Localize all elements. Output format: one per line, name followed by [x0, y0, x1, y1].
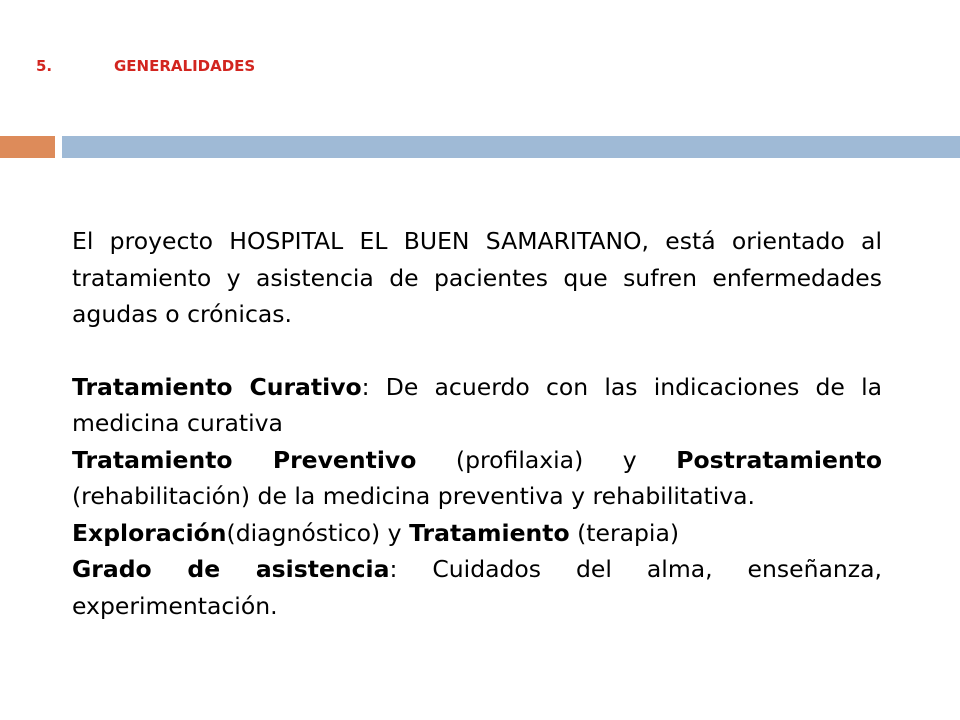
exploracion-paragraph	[72, 515, 882, 552]
curativo-text: : De acuerdo con las indicaciones de la medicina curativa	[72, 372, 883, 437]
preventivo-term: Tratamiento Preventivo	[72, 445, 417, 474]
preventivo-text: (profilaxia) y	[416, 445, 677, 474]
curativo-term: Tratamiento Curativo	[72, 372, 362, 401]
grado-text: : Cuidados del alma, enseñanza, experimentación.	[72, 555, 882, 620]
curativo-paragraph	[72, 369, 882, 442]
tratamiento-text: (terapia)	[569, 518, 680, 547]
tratamiento-term: Tratamiento	[409, 518, 570, 547]
accent-bar-orange	[0, 136, 55, 158]
preventivo-paragraph	[72, 442, 882, 515]
exploracion-text: (diagnóstico) y	[226, 518, 410, 547]
postratamiento-text: (rehabilitación) de la medicina preventiva y rehabilitativa.	[72, 482, 756, 510]
grado-term: Grado de asistencia	[72, 555, 390, 583]
section-title: GENERALIDADES	[114, 57, 256, 75]
grado-paragraph	[72, 551, 882, 624]
intro-paragraph: El proyecto HOSPITAL EL BUEN SAMARITANO, está orientado al tratamiento y asistencia de pacientes que sufren enfermedades agudas o crónicas.	[72, 227, 882, 328]
postratamiento-term: Postratamiento	[676, 445, 882, 474]
exploracion-term: Exploración	[72, 518, 227, 547]
section-heading	[36, 57, 255, 75]
body-content	[72, 223, 882, 624]
section-number: 5.	[36, 57, 53, 75]
accent-bar-blue	[62, 136, 960, 158]
